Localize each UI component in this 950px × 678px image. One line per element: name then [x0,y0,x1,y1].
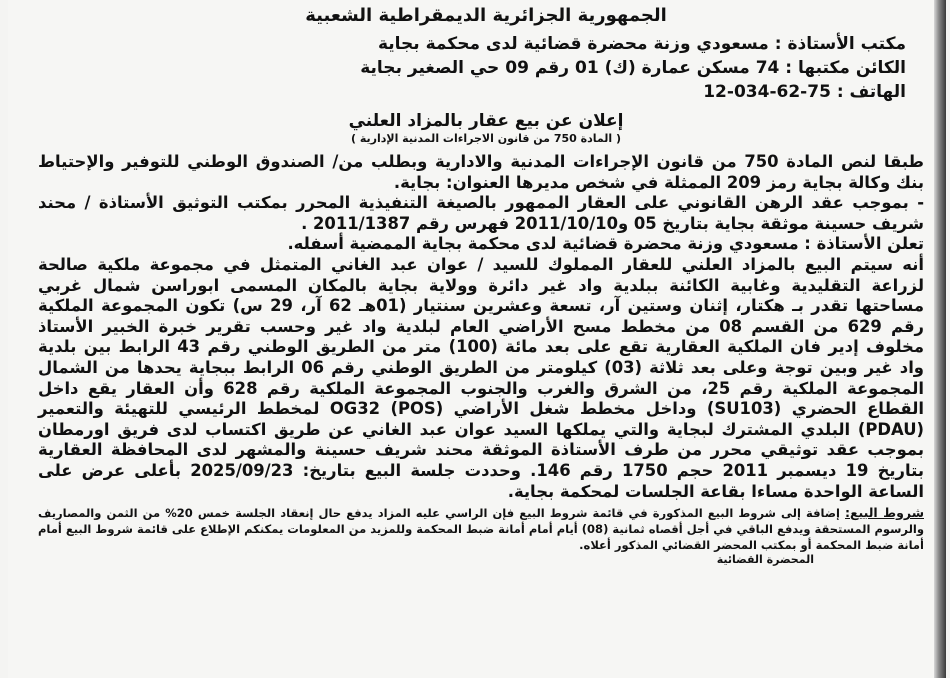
sale-conditions [38,505,924,553]
scan-edge [934,0,946,678]
republic-header: الجمهورية الجزائرية الديمقراطية الشعبية [305,5,667,26]
signature: المحضرة القضائية [716,553,814,567]
body-paragraph: أنه سيتم البيع بالمزاد العلني للعقار المملوك للسيد / عوان عبد الغاني المتمثل في مجموعة ملكية صالحة لزراعة التقليدية وغابية الكائنة ببلدية واد غير دائرة وولاية بجاية بالمكان المسمى ابوراسن شمال غربي مساحتها تقدر بـ هكتار، إثنان وستين آر، تسعة وعشرين سنتيار (01هـ 62 آر، 29 س) تكون المجموعة الملكية رقم 629 من القسم 08 من مخطط مسح الأراضي العام لبلدية واد غير وحسب تقرير خبرة الخبير الأستاذ مخلوف إدير فان الملكية العقارية تقع على بعد مائة (100) متر من الطريق الوطني رقم 43 الرابط بين بلدية واد غير وبين توجة وعلى بعد ثلاثة (03) كيلومتر من الطريق الوطني رقم 06 الرابط ببجاية يحدها من الشمال المجموعة الملكية رقم 25، من الشرق والغرب والجنوب المجموعة الملكية رقم 628 وأن العقار يقع داخل القطاع الحضري (SU103) وداخل مخطط شغل الأراضي OG32 (POS) لمخطط الرئيسي للتهيئة والتعمير (PDAU) البلدي المشترك لبجاية والتي يملكها السيد عوان عبد الغاني عن طريق اكتساب لدى فريق اورمطان بموجب عقد توثيقي محرر من طرف الأستاذة الموثقة محند شريف حسينة والمشهر لدى المحافظة العقارية بتاريخ 19 ديسمبر 2011 حجم 1750 رقم 146. وحددت جلسة البيع بتاريخ: 2025/09/23 بأعلى عرض على الساعة الواحدة مساءا بقاعة الجلسات لمحكمة بجاية. [38,254,925,501]
body-paragraph: طبقا لنص المادة 750 من قانون الإجراءات المدنية والادارية وبطلب من/ الصندوق الوطني للتوفير والإحتياط بنك وكالة بجاية رمز 209 الممثلة في شخص مديرها العنوان: بجاية. [38,152,924,192]
conditions-text: إضافة إلى شروط البيع المذكورة في قائمة شروط البيع فإن الراسي عليه المزاد يدفع حال إنعقاد الجلسة خمس 20% من الثمن والمصاريف والرسوم المستحقة ويدفع الباقي في أجل أقصاه ثمانية (08) أيام أمام أمانة ضبط المحكمة وللمزيد من المعلومات يمكنكم الإطلاع على قائمة شروط البيع أمام أمانة ضبط المحكمة أو بمكتب المحضر القضائي المذكور أعلاه. [38,506,924,553]
body-paragraph: - بموجب عقد الرهن القانوني على العقار الممهور بالصيغة التنفيذية المحرر بمكتب التوثيق الأستاذة / محند شريف حسينة موثقة بجاية بتاريخ 05 و2011/10/10 فهرس رقم 2011/1387 . [38,193,924,233]
office-name: مكتب الأستاذة : مسعودي وزنة محضرة قضائية لدى محكمة بجاية [377,34,906,54]
notice-subtitle: ( المادة 750 من قانون الاجراءات المدنية الإدارية ) [350,132,622,145]
office-phone: الهاتف : 75-62-034-12 [703,82,906,102]
office-address: الكائن مكتبها : 74 مسكن عمارة (ك) 01 رقم 09 حي الصغير بجاية [360,58,906,78]
bailiff-office-info [38,32,906,104]
conditions-label: شروط البيع: [845,505,924,521]
legal-notice-page [8,0,938,678]
body-paragraph: تعلن الأستاذة : مسعودي وزنة محضرة قضائية لدى محكمة بجاية الممضية أسفله. [287,234,924,254]
notice-title: إعلان عن بيع عقار بالمزاد العلني [348,111,624,131]
notice-body [38,152,924,502]
notice-title-block [38,110,934,146]
